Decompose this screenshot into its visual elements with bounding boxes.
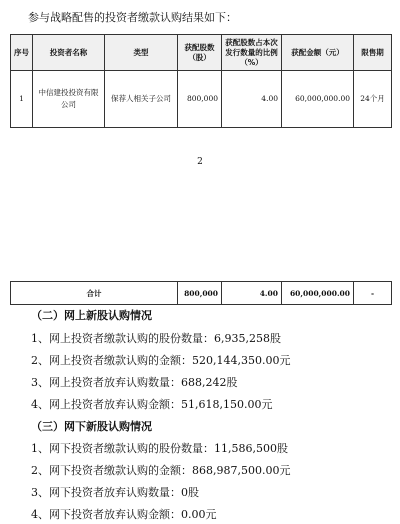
offline-item-3: 3、网下投资者放弃认购数量：0股 xyxy=(31,486,199,499)
header-type: 类型 xyxy=(105,35,178,71)
total-amount: 60,000,000.00 xyxy=(282,282,354,305)
total-lockup: - xyxy=(354,282,392,305)
online-item-1: 1、网上投资者缴款认购的股份数量：6,935,258股 xyxy=(31,332,281,345)
cell-investor-name: 中信建投投资有限公司 xyxy=(33,71,105,128)
online-item-3: 3、网上投资者放弃认购数量：688,242股 xyxy=(31,376,238,389)
online-item-2: 2、网上投资者缴款认购的金额：520,144,350.00元 xyxy=(31,354,291,367)
section-offline-title: （三）网下新股认购情况 xyxy=(31,420,152,433)
header-index: 序号 xyxy=(11,35,33,71)
total-ratio: 4.00 xyxy=(222,282,282,305)
offline-item-4: 4、网下投资者放弃认购金额：0.00元 xyxy=(31,508,217,521)
header-amount: 获配金额（元） xyxy=(282,35,354,71)
page-number: 2 xyxy=(197,157,203,167)
intro-text: 参与战略配售的投资者缴款认购结果如下： xyxy=(28,11,237,24)
allocation-table xyxy=(10,34,392,128)
total-shares: 800,000 xyxy=(178,282,222,305)
online-item-4: 4、网上投资者放弃认购金额：51,618,150.00元 xyxy=(31,398,273,411)
header-shares: 获配股数（股） xyxy=(178,35,222,71)
header-ratio: 获配股数占本次发行数量的比例（%） xyxy=(222,35,282,71)
header-investor-name: 投资者名称 xyxy=(33,35,105,71)
cell-index: 1 xyxy=(11,71,33,128)
cell-lockup: 24个月 xyxy=(354,71,392,128)
section-online-title: （二）网上新股认购情况 xyxy=(31,309,152,322)
cell-ratio: 4.00 xyxy=(222,71,282,128)
cell-amount: 60,000,000.00 xyxy=(282,71,354,128)
total-table xyxy=(10,281,392,305)
cell-type: 保荐人相关子公司 xyxy=(105,71,178,128)
table-row xyxy=(11,71,392,128)
total-label: 合计 xyxy=(11,282,178,305)
table-header-row xyxy=(11,35,392,71)
cell-shares: 800,000 xyxy=(178,71,222,128)
offline-item-2: 2、网下投资者缴款认购的金额：868,987,500.00元 xyxy=(31,464,291,477)
offline-item-1: 1、网下投资者缴款认购的股份数量：11,586,500股 xyxy=(31,442,288,455)
header-lockup: 限售期 xyxy=(354,35,392,71)
total-row xyxy=(11,282,392,305)
